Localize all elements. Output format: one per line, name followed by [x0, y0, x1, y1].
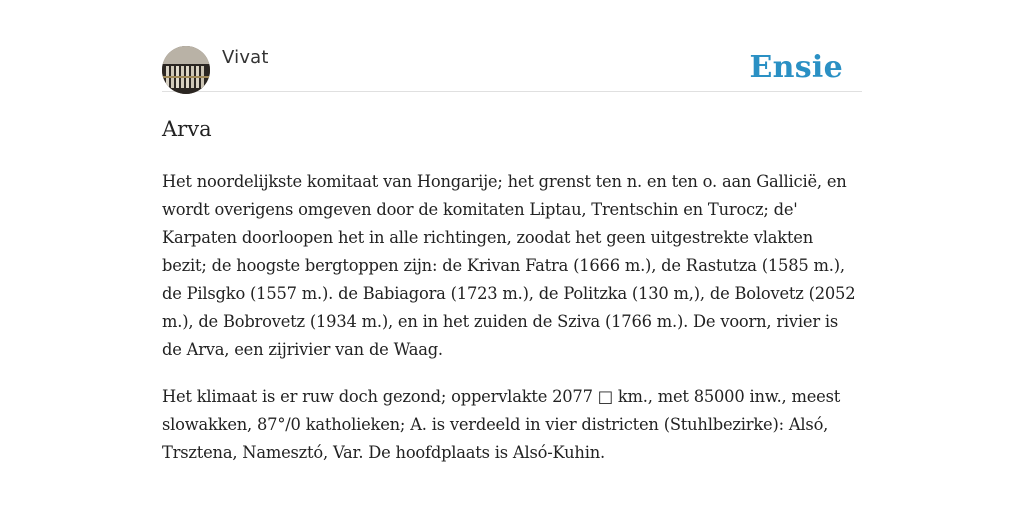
article-title: Arva — [162, 117, 212, 141]
author-name[interactable]: Vivat — [222, 47, 269, 68]
avatar[interactable] — [162, 46, 210, 94]
brand-logo[interactable]: Ensie — [749, 50, 843, 85]
header — [162, 46, 862, 92]
article-paragraph: Het klimaat is er ruw doch gezond; oppervlakte 2077 □ km., met 85000 inw., meest slowakken, 87°/0 katholieken; A. is verdeeld in vier districten (Stuhlbezirke): Alsó, Trsztena, Namesztó, Var. De hoofdplaats is Alsó-Kuhin. — [162, 387, 841, 462]
article-body — [162, 168, 862, 486]
book-spines-avatar-icon — [162, 46, 210, 94]
article-paragraph: Het noordelijkste komitaat van Hongarije; het grenst ten n. en ten o. aan Gallicië, en wordt overigens omgeven door de komitaten Liptau, Trentschin en Turocz; de' Karpaten doorloopen het in alle richtingen, zoodat het geen uitgestrekte vlakten bezit; de hoogste bergtoppen zijn: de Krivan Fatra (1666 m.), de Rastutza (1585 m.), de Pilsgko (1557 m.). de Babiagora (1723 m.), de Politzka (130 m,), de Bolovetz (2052 m.), de Bobrovetz (1934 m.), en in het zuiden de Sziva (1766 m.). De voorn, rivier is de Arva, een zijrivier van de Waag. — [162, 172, 856, 359]
